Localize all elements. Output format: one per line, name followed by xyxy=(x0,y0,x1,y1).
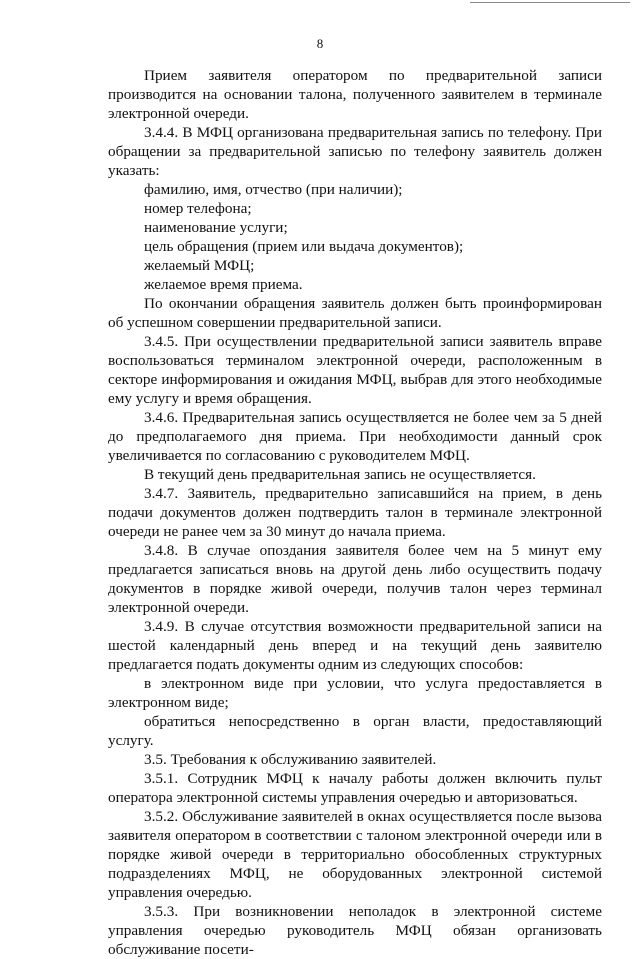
paragraph: В текущий день предварительная запись не осуществляется. xyxy=(144,466,536,483)
paragraph: 3.5.1. Сотрудник МФЦ к началу работы должен включить пульт оператора электронной системы управления очередью и авторизоваться. xyxy=(108,770,602,806)
paragraph: 3.4.7. Заявитель, предварительно записавшийся на прием, в день подачи документов должен подтвердить талон в терминале электронной очереди не ранее чем за 30 минут до начала приема. xyxy=(108,485,602,540)
paragraph: 3.5.3. При возникновении неполадок в электронной системе управления очередью руководитель МФЦ обязан организовать обслуживание посети- xyxy=(108,903,602,958)
paragraph: в электронном виде при условии, что услуга предоставляется в электронном виде; xyxy=(108,675,602,711)
paragraph: обратиться непосредственно в орган власти, предоставляющий услугу. xyxy=(108,713,602,749)
list-item: номер телефона; xyxy=(144,200,252,217)
list-item: фамилию, имя, отчество (при наличии); xyxy=(144,181,403,198)
paragraph: 3.4.4. В МФЦ организована предварительная запись по телефону. При обращении за предварительной записью по телефону заявитель должен указать: xyxy=(108,124,602,179)
page-number: 8 xyxy=(316,36,324,51)
paragraph: 3.4.9. В случае отсутствия возможности предварительной записи на шестой календарный день вперед и на текущий день заявителю предлагается подать документы одним из следующих способов: xyxy=(108,618,602,673)
paragraph: 3.4.6. Предварительная запись осуществляется не более чем за 5 дней до предполагаемого дня приема. При необходимости данный срок увеличивается по согласованию с руководителем МФЦ. xyxy=(108,409,602,464)
paragraph: 3.4.8. В случае опоздания заявителя более чем на 5 минут ему предлагается записаться вновь на другой день либо осуществить подачу документов в порядке живой очереди, получив талон через терминал электронной очереди. xyxy=(108,542,602,616)
list-item: желаемое время приема. xyxy=(144,276,303,293)
paragraph: 3.5. Требования к обслуживанию заявителей. xyxy=(144,751,437,768)
paragraph: По окончании обращения заявитель должен быть проинформирован об успешном совершении предварительной записи. xyxy=(108,295,602,331)
paragraph: 3.4.5. При осуществлении предварительной записи заявитель вправе воспользоваться терминалом электронной очереди, расположенным в секторе информирования и ожидания МФЦ, выбрав для этого необходимые ему услугу и время обращения. xyxy=(108,333,602,407)
top-rule-line xyxy=(470,2,630,3)
paragraph: Прием заявителя оператором по предварительной записи производится на основании талона, полученного заявителем в терминале электронной очереди. xyxy=(108,67,602,122)
document-body xyxy=(108,66,602,959)
list-item: цель обращения (прием или выдача документов); xyxy=(144,238,464,255)
list-item: наименование услуги; xyxy=(144,219,288,236)
list-item: желаемый МФЦ; xyxy=(144,257,255,274)
paragraph: 3.5.2. Обслуживание заявителей в окнах осуществляется после вызова заявителя оператором в соответствии с талоном электронной очереди или в порядке живой очереди в территориально обособленных структурных подразделениях МФЦ, не оборудованных электронной системой управления очередью. xyxy=(108,808,602,901)
